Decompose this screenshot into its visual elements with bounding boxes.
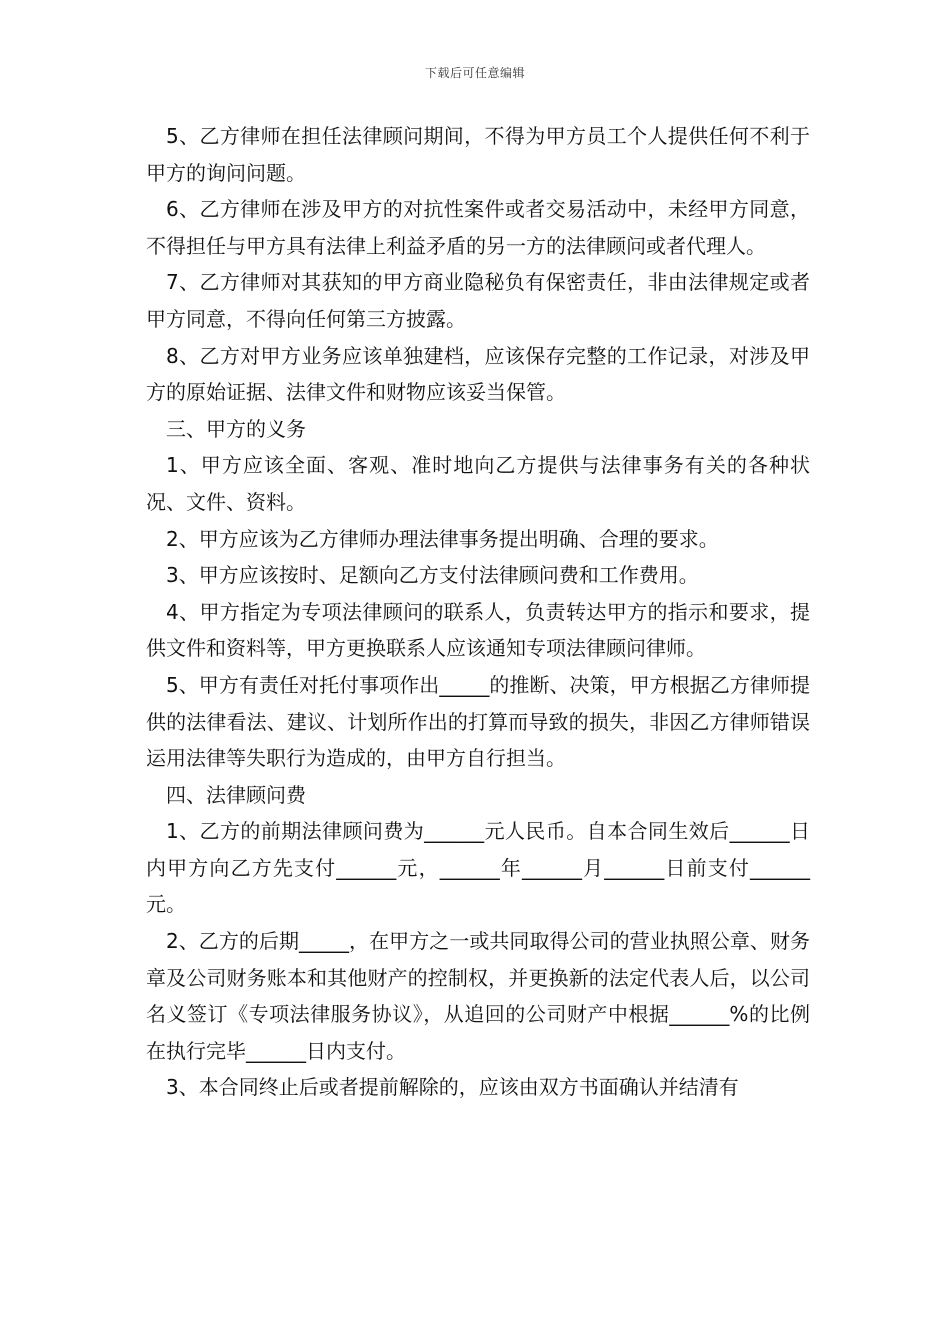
section-heading-party-a-obligations: 三、甲方的义务 [166,416,306,441]
document-body [146,118,810,1106]
header-note: 下载后可任意编辑 [424,66,525,80]
paragraph-a4-contact-person: 4、甲方指定为专项法律顾问的联系人，负责转达甲方的指示和要求，提供文件和资料等，甲方更换联系人应该通知专项法律顾问律师。 [146,599,810,661]
paragraph-8-record-keeping: 8、乙方对甲方业务应该单独建档，应该保存完整的工作记录，对涉及甲方的原始证据、法律文件和财物应该妥当保管。 [146,343,810,405]
paragraph-a5-decisions-responsibility: 5、甲方有责任对托付事项作出_____的推断、决策，甲方根据乙方律师提供的法律看法、建议、计划所作出的打算而导致的损失，非因乙方律师错误运用法律等失职行为造成的，由甲方自行担当。 [146,672,810,771]
paragraph-5-lawyer-no-employee-advice: 5、乙方律师在担任法律顾问期间，不得为甲方员工个人提供任何不利于甲方的询问问题。 [146,124,810,185]
paragraph-a2-clear-requirements: 2、甲方应该为乙方律师办理法律事务提出明确、合理的要求。 [166,526,719,551]
paragraph-a1-provide-materials: 1、甲方应该全面、客观、准时地向乙方提供与法律事务有关的各种状况、文件、资料。 [146,453,810,514]
paragraph-6-conflict-of-interest: 6、乙方律师在涉及甲方的对抗性案件或者交易活动中，未经甲方同意，不得担任与甲方具有法律上利益矛盾的另一方的法律顾问或者代理人。 [146,197,810,258]
paragraph-fee-2-later-fee: 2、乙方的后期_____，在甲方之一或共同取得公司的营业执照公章、财务章及公司财务账本和其他财产的控制权，并更换新的法定代表人后，以公司名义签订《专项法律服务协议》，从追回的公司财产中根据______%的比例在执行完毕______日内支付。 [146,929,810,1063]
paragraph-fee-1-initial-fee: 1、乙方的前期法律顾问费为______元人民币。自本合同生效后______日内甲方向乙方先支付______元，______年______月______日前支付______元。 [146,819,810,917]
section-heading-legal-fees: 四、法律顾问费 [166,782,306,807]
paragraph-7-confidentiality: 7、乙方律师对其获知的甲方商业隐秘负有保密责任，非由法律规定或者甲方同意，不得向任何第三方披露。 [146,270,810,331]
paragraph-fee-3-termination: 3、本合同终止后或者提前解除的，应该由双方书面确认并结清有 [166,1075,739,1100]
paragraph-a3-pay-fees: 3、甲方应该按时、足额向乙方支付法律顾问费和工作费用。 [166,563,699,588]
